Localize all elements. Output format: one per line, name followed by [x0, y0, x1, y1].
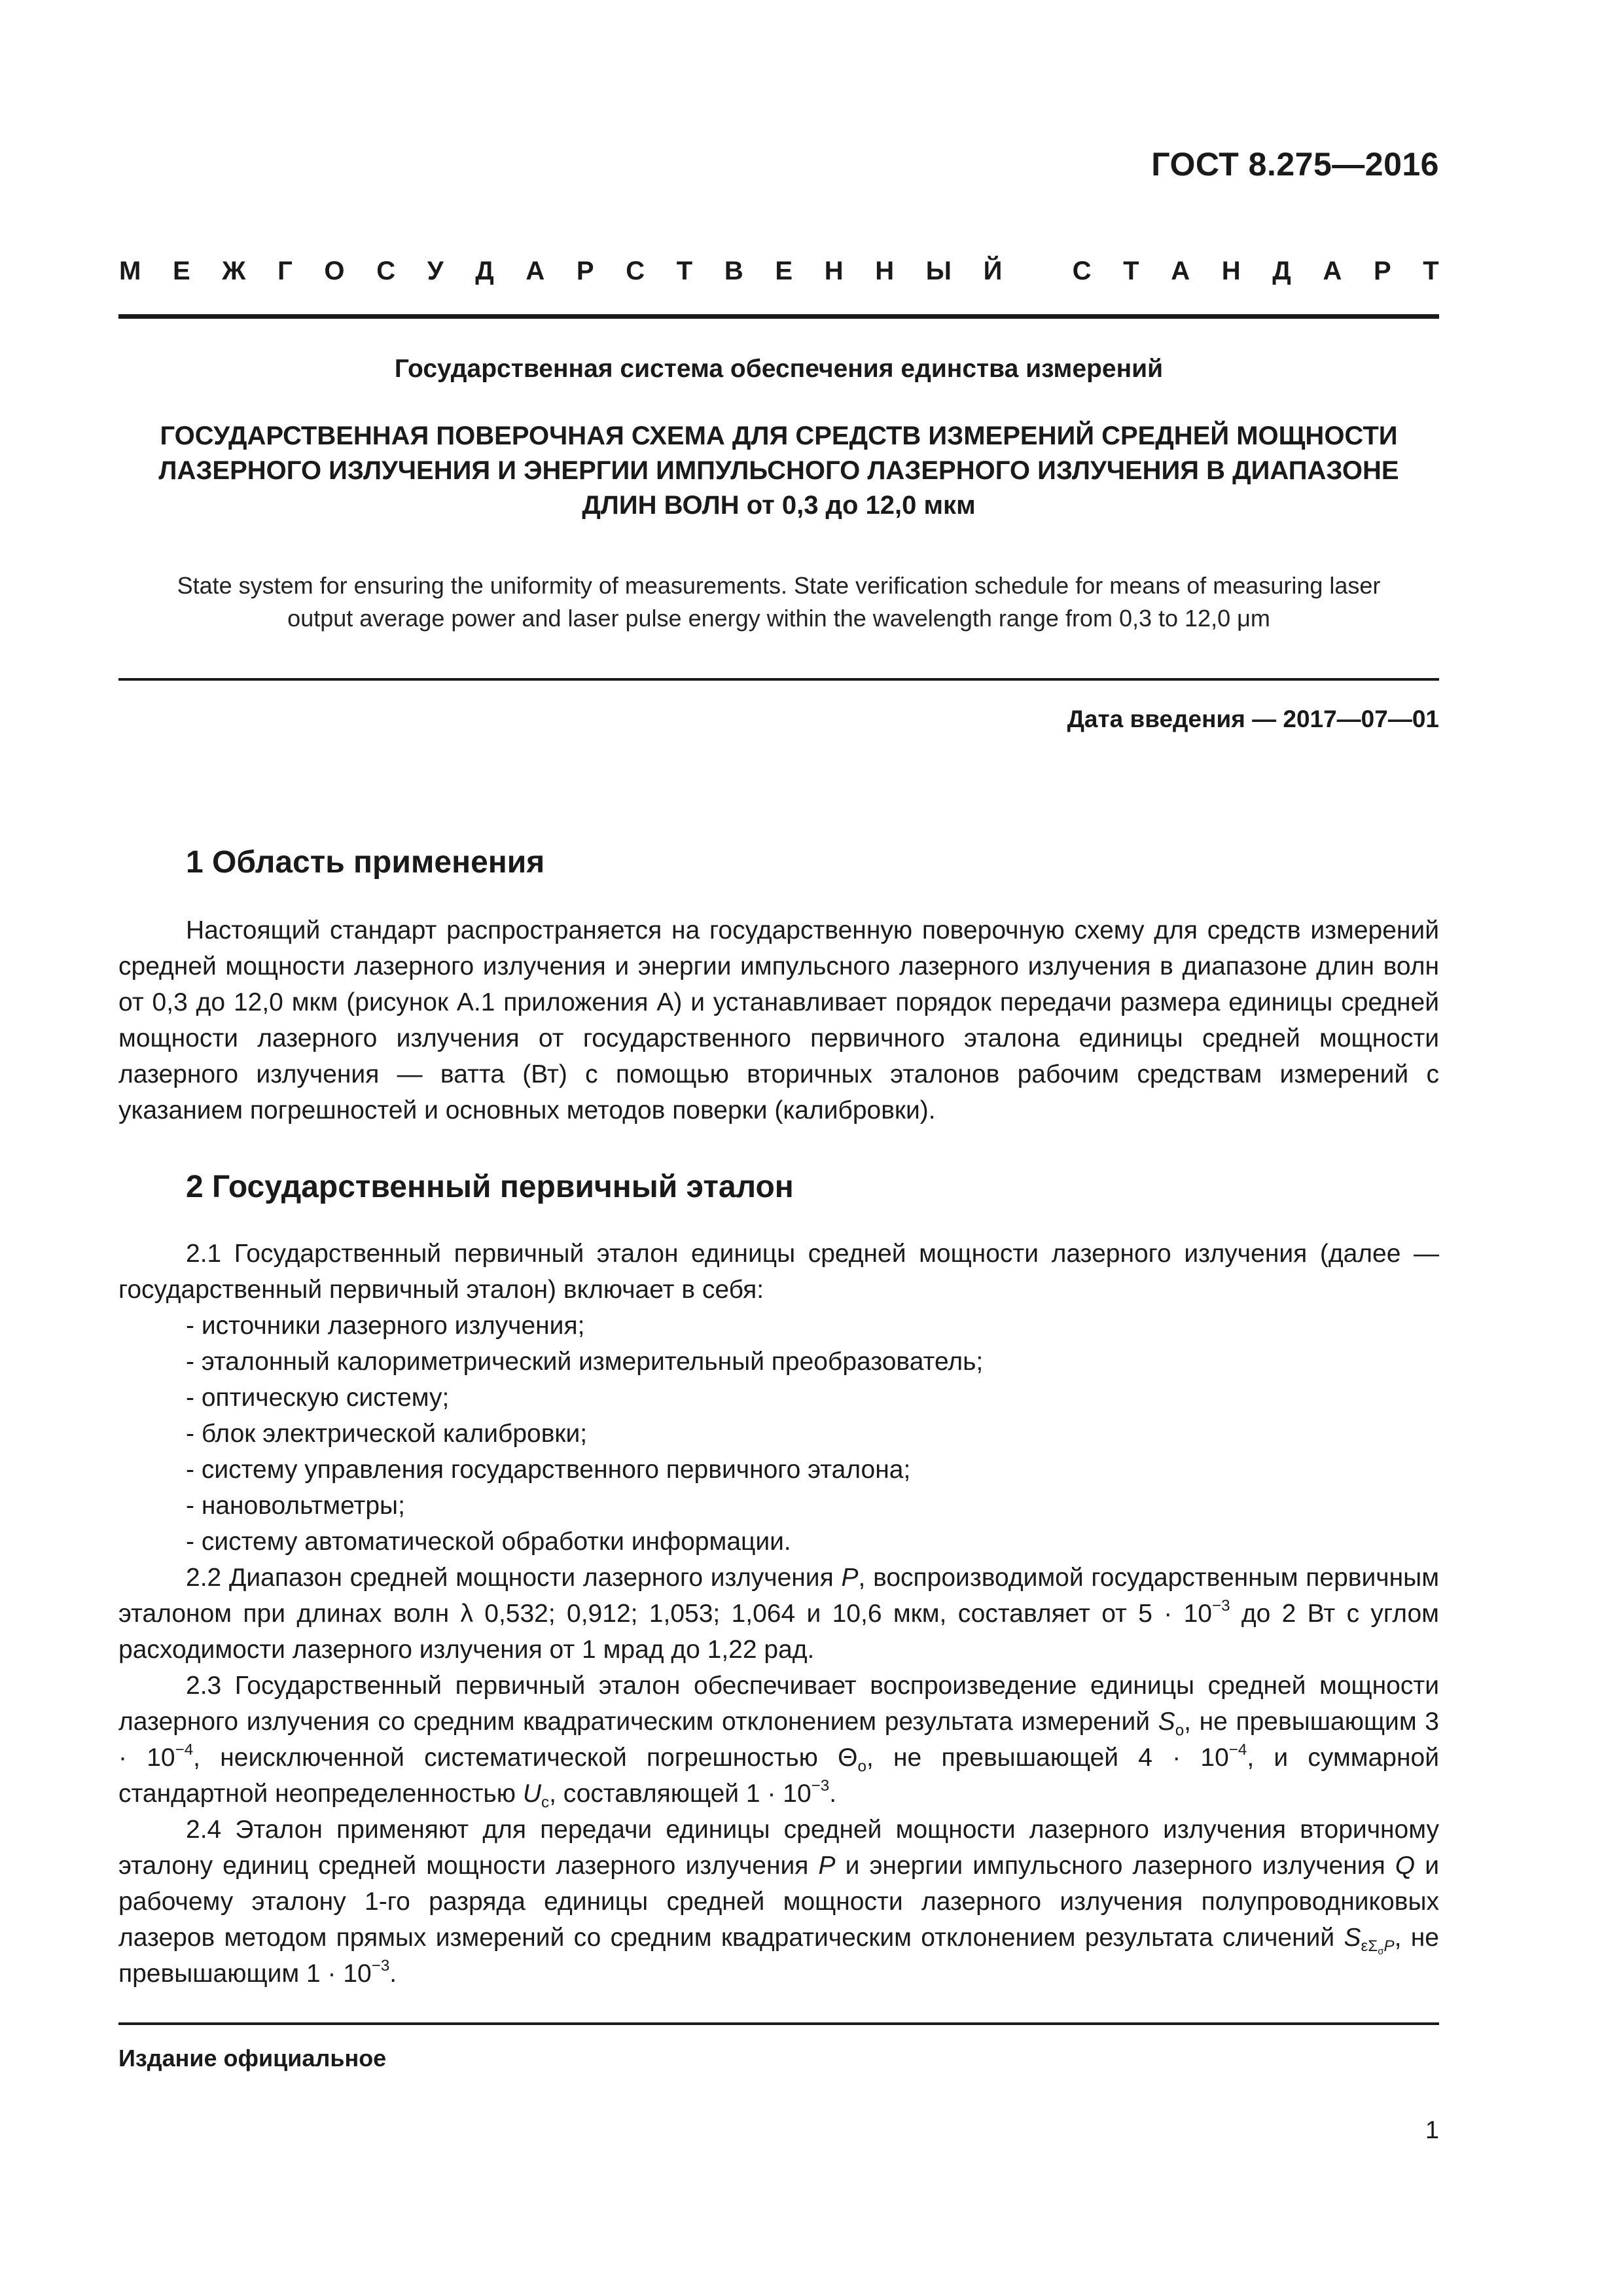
list-item: - эталонный калориметрический измерительный преобразователь;	[186, 1348, 984, 1376]
list-item: - систему автоматической обработки информации.	[186, 1528, 791, 1556]
banner-letter: Е	[172, 257, 190, 285]
list-item: - оптическую систему;	[186, 1384, 450, 1412]
banner-letter: В	[724, 257, 743, 285]
banner-letter: Д	[475, 257, 494, 285]
interstate-standard-banner	[119, 257, 1439, 286]
title-line: ЛАЗЕРНОГО ИЗЛУЧЕНИЯ И ЭНЕРГИИ ИМПУЛЬСНОГО ЛАЗЕРНОГО ИЗЛУЧЕНИЯ В ДИАПАЗОНЕ	[158, 456, 1399, 485]
document-title	[118, 419, 1439, 523]
banner-letter: О	[324, 257, 345, 285]
list-item: - нановольтметры;	[186, 1492, 405, 1520]
banner-letter: Н	[1221, 257, 1241, 285]
banner-letter: Т	[1123, 257, 1139, 285]
banner-letter: С	[376, 257, 396, 285]
banner-letter: Н	[875, 257, 895, 285]
list-item: - блок электрической калибровки;	[186, 1420, 588, 1448]
banner-letter: Й	[983, 257, 1003, 285]
banner-word-gap	[1034, 257, 1041, 286]
english-title	[118, 569, 1439, 635]
banner-letter: С	[626, 257, 645, 285]
banner-letter: А	[526, 257, 545, 285]
banner-letter: Ж	[222, 257, 246, 285]
banner-letter: Г	[277, 257, 293, 285]
list-item: - источники лазерного излучения;	[186, 1312, 585, 1340]
equipment-list	[118, 1308, 1439, 1560]
banner-letter: Т	[1423, 257, 1439, 285]
banner-letter: Н	[824, 257, 844, 285]
clause-2-3: 2.3 Государственный первичный эталон обеспечивает воспроизведение единицы средней мощности лазерного излучения со средним квадратическим отклонением результата измерений $S_о$, не превышающим $3 \cdot 10^{-4}$, неисключенной систематической погрешностью $\Theta_о$, не превышающей $4 \cdot 10^{-4}$, и суммарной стандартной неопределенностью $U_с$, составляющей $1 \cdot 10^{-3}$.	[118, 1672, 1440, 1812]
page-number: 1	[1425, 2117, 1439, 2144]
banner-letter: Р	[1373, 257, 1391, 285]
title-line: ГОСУДАРСТВЕННАЯ ПОВЕРОЧНАЯ СХЕМА ДЛЯ СРЕДСТВ ИЗМЕРЕНИЙ СРЕДНЕЙ МОЩНОСТИ	[160, 422, 1398, 450]
banner-letter: Е	[775, 257, 793, 285]
header-rule	[118, 314, 1439, 319]
title-rule	[118, 678, 1439, 681]
banner-letter: С	[1072, 257, 1092, 285]
banner-letter: А	[1171, 257, 1190, 285]
banner-letter: У	[427, 257, 444, 285]
list-item: - систему управления государственного первичного эталона;	[186, 1456, 911, 1484]
banner-letter: Т	[676, 257, 693, 285]
paragraph: Настоящий стандарт распространяется на государственную поверочную схему для средств измерений средней мощности лазерного излучения и энергии импульсного лазерного излучения в диапазоне длин волн от 0,3 до 12,0 мкм (рисунок А.1 приложения А) и устанавливает порядок передачи размера единицы средней мощности лазерного излучения от государственного первичного эталона единицы средней мощности лазерного излучения — ватта (Вт) с помощью вторичных эталонов рабочим средствам измерений с указанием погрешностей и основных методов поверки (калибровки).	[118, 916, 1439, 1124]
title-line: ДЛИН ВОЛН от 0,3 до 12,0 мкм	[582, 491, 976, 520]
clause-2-2: 2.2 Диапазон средней мощности лазерного излучения P, воспроизводимой государственным первичным эталоном при длинах волн λ 0,532; 0,912; 1,053; 1,064 и 10,6 мкм, составляет от $5 \cdot 10^{-3}$ до 2 Вт с углом расходимости лазерного излучения от 1 мрад до 1,22 рад.	[118, 1564, 1440, 1664]
official-edition-label: Издание официальное	[118, 2045, 387, 2072]
banner-letter: А	[1323, 257, 1342, 285]
section-1-heading: 1 Область применения	[186, 845, 545, 880]
english-title-line: output average power and laser pulse energy within the wavelength range from 0,3 to 12,0 μm	[287, 605, 1270, 632]
standard-series: Государственная система обеспечения единства измерений	[394, 355, 1164, 383]
banner-letter: М	[119, 257, 141, 285]
introduction-date: Дата введения — 2017—07—01	[1067, 706, 1439, 732]
banner-letter: Р	[576, 257, 594, 285]
clause-2-1: 2.1 Государственный первичный эталон единицы средней мощности лазерного излучения (далее — государственный первичный эталон) включает в себя:	[118, 1240, 1439, 1304]
footer-rule	[118, 2022, 1439, 2025]
banner-letter: Д	[1272, 257, 1291, 285]
english-title-line: State system for ensuring the uniformity of measurements. State verification schedule for means of measuring laser	[177, 572, 1381, 599]
document-number: ГОСТ 8.275—2016	[1151, 146, 1439, 183]
clause-2-4: 2.4 Эталон применяют для передачи единицы средней мощности лазерного излучения вторичному эталону единиц средней мощности лазерного излучения P и энергии импульсного лазерного излучения Q и рабочему эталону 1-го разряда единицы средней мощности лазерного излучения полупроводниковых лазеров методом прямых измерений со средним квадратическим отклонением результата сличений $S_{\varepsilon\Sigma_\sigma P}$, не превышающим $1 \cdot 10^{-3}$.	[118, 1816, 1440, 1988]
section-1-body	[118, 912, 1439, 1128]
section-2-body	[118, 1236, 1439, 1992]
section-2-heading: 2 Государственный первичный эталон	[186, 1170, 794, 1204]
banner-letter: Ы	[925, 257, 952, 285]
